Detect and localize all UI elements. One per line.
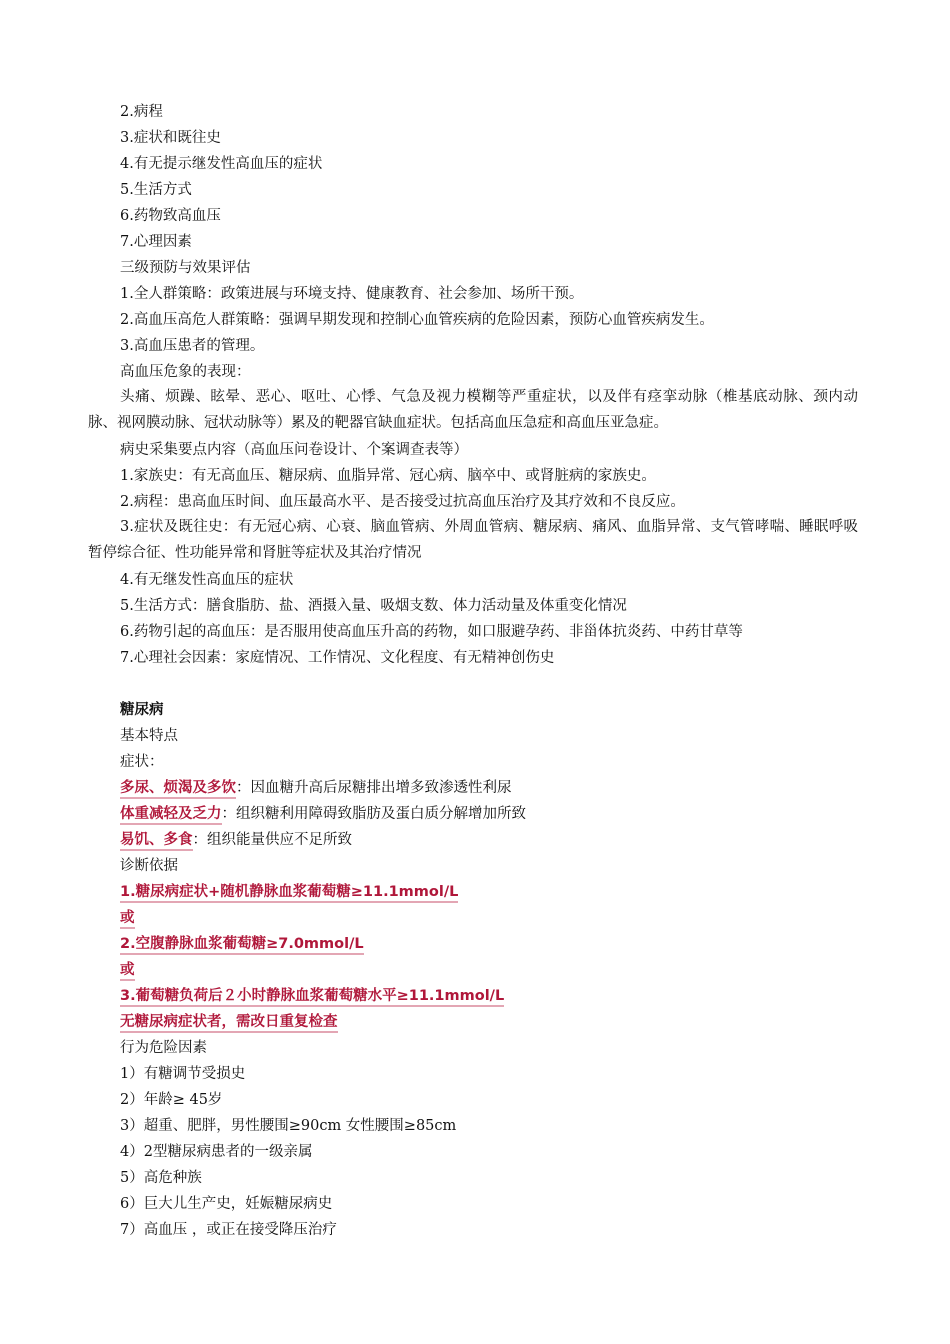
symptom-text: ：组织能量供应不足所致: [192, 832, 352, 848]
symptom-text: ：因血糖升高后尿糖排出增多致渗透性利尿: [236, 780, 512, 796]
symptom-row: [120, 805, 526, 823]
list-item: 2.病程: [120, 104, 163, 120]
list-item: 5）高危种族: [120, 1170, 202, 1186]
symptoms-label: 症状：: [120, 754, 164, 770]
crisis-paragraph: 头痛、烦躁、眩晕、恶心、呕吐、心悸、气急及视力模糊等严重症状，以及伴有痉挛动脉（椎基底动脉、颈内动脉、视网膜动脉、冠状动脉等）累及的靶器官缺血症状。包括高血压急症和高血压亚急症。: [88, 389, 858, 431]
list-item: 2）年龄≥ 45岁: [120, 1092, 223, 1108]
section-title-prevention: 三级预防与效果评估: [120, 260, 251, 276]
diagnosis-criterion: 2.空腹静脉血浆葡萄糖≥7.0mmol/L: [120, 935, 364, 953]
section-title-crisis: 高血压危象的表现：: [120, 364, 251, 380]
list-item: 2.高血压高危人群策略：强调早期发现和控制心血管疾病的危险因素，预防心血管疾病发生。: [120, 312, 714, 328]
symptom-row: [120, 779, 512, 797]
history-paragraph: 3.症状及既往史：有无冠心病、心衰、脑血管病、外周血管病、糖尿病、痛风、血脂异常、支气管哮喘、睡眠呼吸暂停综合征、性功能异常和肾脏等症状及其治疗情况: [88, 519, 858, 561]
list-item: 5.生活方式：膳食脂肪、盐、酒摄入量、吸烟支数、体力活动量及体重变化情况: [120, 598, 627, 614]
section-heading-diabetes: 糖尿病: [120, 702, 164, 718]
list-item: 6）巨大儿生产史，妊娠糖尿病史: [120, 1196, 333, 1212]
list-item: 1.家族史：有无高血压、糖尿病、血脂异常、冠心病、脑卒中、或肾脏病的家族史。: [120, 468, 656, 484]
diagnosis-criterion: 3.葡萄糖负荷后２小时静脉血浆葡萄糖水平≥11.1mmol/L: [120, 987, 504, 1005]
list-item: 4）2型糖尿病患者的一级亲属: [120, 1144, 313, 1160]
diagnosis-or: 或: [120, 909, 135, 927]
highlighted-term: 多尿、烦渴及多饮: [120, 780, 236, 799]
list-item: 4.有无提示继发性高血压的症状: [120, 156, 323, 172]
list-item: 3.高血压患者的管理。: [120, 338, 265, 354]
diagnosis-criterion: 1.糖尿病症状+随机静脉血浆葡萄糖≥11.1mmol/L: [120, 883, 458, 901]
list-item: 7.心理社会因素：家庭情况、工作情况、文化程度、有无精神创伤史: [120, 650, 555, 666]
list-item: 7.心理因素: [120, 234, 192, 250]
diagnosis-or: 或: [120, 961, 135, 979]
list-item: 2.病程：患高血压时间、血压最高水平、是否接受过抗高血压治疗及其疗效和不良反应。: [120, 494, 685, 510]
list-item: 7）高血压 ，或正在接受降压治疗: [120, 1222, 337, 1238]
list-item: 5.生活方式: [120, 182, 192, 198]
list-item: 3）超重、肥胖，男性腰围≥90cm 女性腰围≥85cm: [120, 1118, 457, 1134]
list-item: 1）有糖调节受损史: [120, 1066, 246, 1082]
list-item: 1.全人群策略：政策进展与环境支持、健康教育、社会参加、场所干预。: [120, 286, 584, 302]
subheading-basic: 基本特点: [120, 728, 178, 744]
list-item: 6.药物引起的高血压：是否服用使高血压升高的药物，如口服避孕药、非甾体抗炎药、中药甘草等: [120, 624, 743, 640]
list-item: 6.药物致高血压: [120, 208, 221, 224]
symptom-row: [120, 831, 352, 849]
highlighted-term: 易饥、多食: [120, 832, 193, 851]
section-title-history: 病史采集要点内容（高血压问卷设计、个案调查表等）: [120, 442, 468, 458]
symptom-text: ：组织糖利用障碍致脂肪及蛋白质分解增加所致: [221, 806, 526, 822]
diagnosis-label: 诊断依据: [120, 858, 178, 874]
diagnosis-note: 无糖尿病症状者，需改日重复检查: [120, 1013, 338, 1031]
highlighted-term: 体重减轻及乏力: [120, 806, 222, 825]
list-item: 3.症状和既往史: [120, 130, 221, 146]
list-item: 4.有无继发性高血压的症状: [120, 572, 294, 588]
risk-label: 行为危险因素: [120, 1040, 207, 1056]
